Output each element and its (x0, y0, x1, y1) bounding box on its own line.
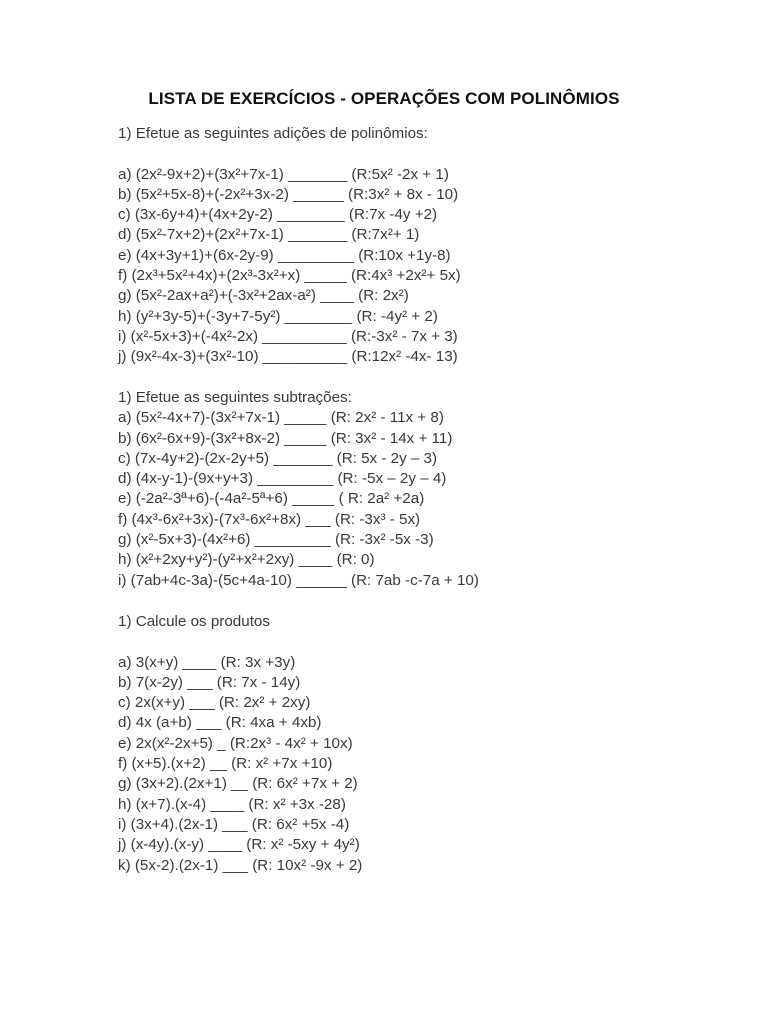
exercise-item-h: h) (y²+3y-5)+(-3y+7-5y²) ________ (R: -4y² + 2) (118, 307, 438, 325)
blank-line (118, 632, 362, 652)
exercise-item-a: a) (2x²-9x+2)+(3x²+7x-1) _______ (R:5x² -2x + 1) (118, 165, 449, 183)
exercise-item-j: j) (9x²-4x-3)+(3x²-10) __________ (R:12x² -4x- 13) (118, 348, 458, 366)
section-products (118, 612, 362, 876)
exercise-item-f: f) (x+5).(x+2) __ (R: x² +7x +10) (118, 755, 333, 773)
section-additions (118, 124, 461, 368)
page-title: LISTA DE EXERCÍCIOS - OPERAÇÕES COM POLINÔMIOS (148, 89, 620, 108)
exercise-item-h: h) (x²+2xy+y²)-(y²+x²+2xy) ____ (R: 0) (118, 551, 375, 569)
exercise-item-i: i) (x²-5x+3)+(-4x²-2x) __________ (R:-3x² - 7x + 3) (118, 327, 458, 345)
exercise-item-c: c) 2x(x+y) ___ (R: 2x² + 2xy) (118, 694, 311, 712)
exercise-item-b: b) (6x²-6x+9)-(3x²+8x-2) _____ (R: 3x² - 14x + 11) (118, 429, 453, 447)
exercise-item-g: g) (x²-5x+3)-(4x²+6) _________ (R: -3x² -5x -3) (118, 531, 434, 549)
exercise-item-d: d) 4x (a+b) ___ (R: 4xa + 4xb) (118, 714, 322, 732)
exercise-item-a: a) (5x²-4x+7)-(3x²+7x-1) _____ (R: 2x² - 11x + 8) (118, 409, 444, 427)
exercise-item-f: f) (4x³-6x²+3x)-(7x³-6x²+8x) ___ (R: -3x³ - 5x) (118, 510, 421, 528)
exercise-item-a: a) 3(x+y) ____ (R: 3x +3y) (118, 653, 296, 671)
exercise-item-c: c) (3x-6y+4)+(4x+2y-2) ________ (R:7x -4y +2) (118, 206, 438, 224)
exercise-item-e: e) (4x+3y+1)+(6x-2y-9) _________ (R:10x +1y-8) (118, 246, 451, 264)
exercise-item-c: c) (7x-4y+2)-(2x-2y+5) _______ (R: 5x - 2y – 3) (118, 449, 438, 467)
exercise-item-d: d) (4x-y-1)-(9x+y+3) _________ (R: -5x – 2y – 4) (118, 470, 447, 488)
blank-line (118, 144, 461, 164)
section-heading: 1) Efetue as seguintes adições de polinômios: (118, 125, 428, 142)
exercise-item-i: i) (7ab+4c-3a)-(5c+4a-10) ______ (R: 7ab -c-7a + 10) (118, 571, 479, 589)
exercise-item-k: k) (5x-2).(2x-1) ___ (R: 10x² -9x + 2) (118, 856, 363, 874)
section-heading: 1) Calcule os produtos (118, 613, 270, 630)
section-subtractions (118, 388, 479, 591)
exercise-item-f: f) (2x³+5x²+4x)+(2x³-3x²+x) _____ (R:4x³ +2x²+ 5x) (118, 267, 461, 285)
exercise-item-e: e) (-2a²-3ª+6)-(-4a²-5ª+6) _____ ( R: 2a² +2a) (118, 490, 425, 508)
exercise-item-i: i) (3x+4).(2x-1) ___ (R: 6x² +5x -4) (118, 815, 350, 833)
section-heading: 1) Efetue as seguintes subtrações: (118, 389, 352, 406)
exercise-item-h: h) (x+7).(x-4) ____ (R: x² +3x -28) (118, 795, 346, 813)
exercise-item-b: b) 7(x-2y) ___ (R: 7x - 14y) (118, 673, 301, 691)
exercise-item-g: g) (3x+2).(2x+1) __ (R: 6x² +7x + 2) (118, 775, 358, 793)
exercise-item-b: b) (5x²+5x-8)+(-2x²+3x-2) ______ (R:3x² + 8x - 10) (118, 185, 459, 203)
exercise-item-e: e) 2x(x²-2x+5) _ (R:2x³ - 4x² + 10x) (118, 734, 353, 752)
exercise-item-j: j) (x-4y).(x-y) ____ (R: x² -5xy + 4y²) (118, 836, 360, 854)
exercise-item-g: g) (5x²-2ax+a²)+(-3x²+2ax-a²) ____ (R: 2x²) (118, 287, 409, 305)
exercise-item-d: d) (5x²-7x+2)+(2x²+7x-1) _______ (R:7x²+ 1) (118, 226, 420, 244)
